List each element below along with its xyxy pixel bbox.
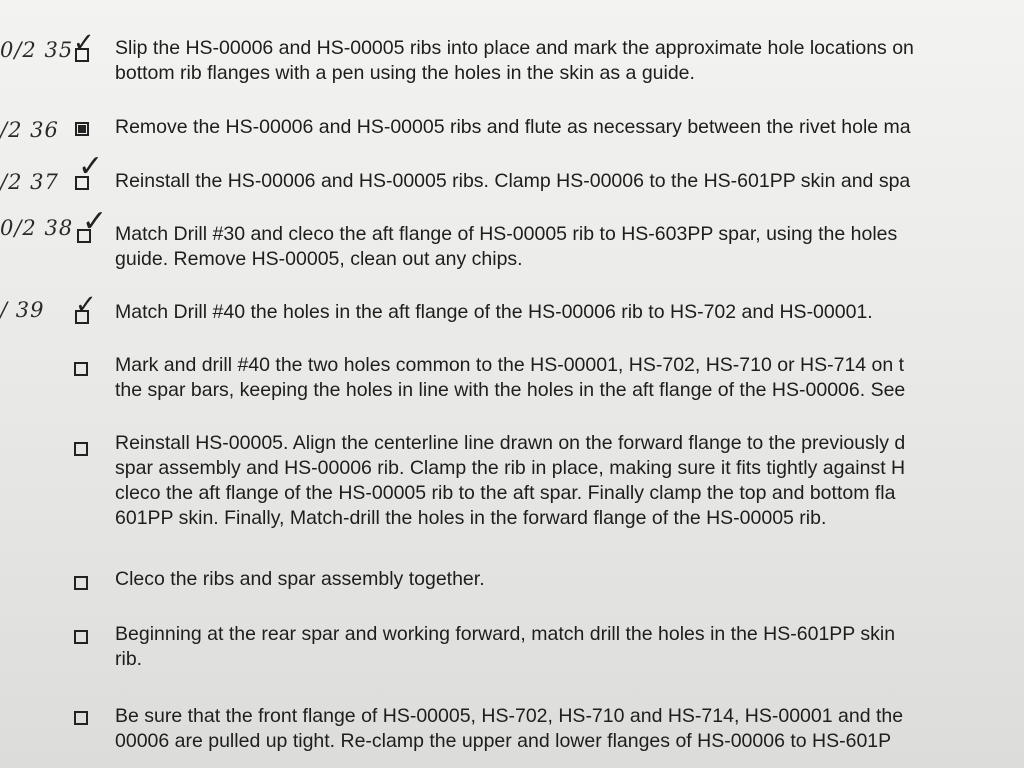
step-checkbox[interactable]	[74, 630, 88, 644]
checkmark-icon: ✓	[75, 290, 97, 320]
step-text	[115, 169, 1024, 194]
step-line: Match Drill #30 and cleco the aft flange of HS-00005 rib to HS-603PP spar, using the holes	[115, 223, 898, 245]
step-line: the spar bars, keeping the holes in line with the holes in the aft flange of the HS-00006. See	[115, 379, 906, 401]
step-line: rib.	[115, 648, 143, 670]
step-line: guide. Remove HS-00005, clean out any chips.	[115, 248, 523, 270]
step-checkbox[interactable]	[75, 122, 89, 136]
step-text	[115, 431, 1024, 531]
step-line: 00006 are pulled up tight. Re-clamp the upper and lower flanges of HS-00006 to HS-601P	[115, 730, 892, 752]
step-checkbox[interactable]	[74, 442, 88, 456]
step-line: Reinstall HS-00005. Align the centerline line drawn on the forward flange to the previously d	[115, 432, 906, 454]
step-text	[115, 353, 1024, 403]
step-line: spar assembly and HS-00006 rib. Clamp the rib in place, making sure it fits tightly against H	[115, 457, 906, 479]
step-text	[115, 36, 1024, 86]
step-line: Reinstall the HS-00006 and HS-00005 ribs. Clamp HS-00006 to the HS-601PP skin and spa	[115, 170, 911, 192]
step-text	[115, 622, 1024, 672]
step-line: Beginning at the rear spar and working forward, match drill the holes in the HS-601PP skin	[115, 623, 896, 645]
step-text	[115, 222, 1024, 272]
step-text	[115, 115, 1024, 140]
step-line: bottom rib flanges with a pen using the holes in the skin as a guide.	[115, 62, 695, 84]
step-line: cleco the aft flange of the HS-00005 rib to the aft spar. Finally clamp the top and bottom fla	[115, 482, 896, 504]
handwritten-step-number: /2 36	[0, 118, 59, 142]
step-checkbox[interactable]	[74, 362, 88, 376]
step-line: Match Drill #40 the holes in the aft flange of the HS-00006 rib to HS-702 and HS-00001.	[115, 301, 873, 323]
step-line: Cleco the ribs and spar assembly together.	[115, 568, 485, 590]
checkmark-icon: ✓	[73, 28, 95, 58]
step-text	[115, 567, 1024, 592]
step-line: Be sure that the front flange of HS-00005, HS-702, HS-710 and HS-714, HS-00001 and the	[115, 705, 904, 727]
handwritten-step-number: 0/2 35	[0, 38, 74, 62]
checkmark-icon: ✓	[78, 149, 104, 184]
step-checkbox[interactable]	[74, 711, 88, 725]
step-checkbox[interactable]	[74, 576, 88, 590]
step-line: Remove the HS-00006 and HS-00005 ribs and flute as necessary between the rivet hole ma	[115, 116, 911, 138]
step-text	[115, 300, 1024, 325]
handwritten-step-number: 0/2 38	[0, 216, 74, 240]
checkmark-icon: ✓	[82, 204, 108, 239]
handwritten-step-number: / 39	[0, 298, 45, 322]
step-line: Mark and drill #40 the two holes common to the HS-00001, HS-702, HS-710 or HS-714 on t	[115, 354, 905, 376]
step-line: Slip the HS-00006 and HS-00005 ribs into place and mark the approximate hole locations on	[115, 37, 914, 59]
step-text	[115, 704, 1024, 754]
handwritten-step-number: /2 37	[0, 170, 59, 194]
step-line: 601PP skin. Finally, Match-drill the holes in the forward flange of the HS-00005 rib.	[115, 507, 827, 529]
